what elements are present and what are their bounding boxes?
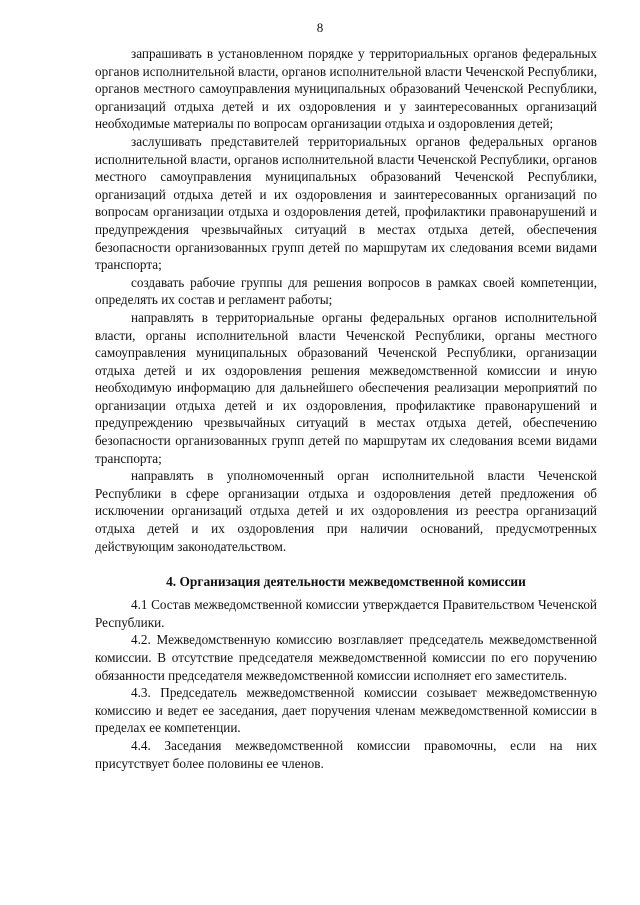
page-number: 8 xyxy=(316,20,324,35)
paragraph-send-decisions: направлять в территориальные органы федеральных органов исполнительной власти, органы исполнительной власти Чеченской Республики, органы местного самоуправления муниципальных образований Чеченской Республики, организации отдыха детей и их оздоровления решения межведомственной комиссии и иную необходимую информацию для дальнейшего обеспечения реализации мероприятий по организации отдыха детей и их оздоровления, профилактике правонарушений и предупреждению чрезвычайных ситуаций в местах отдыха детей, обеспечению безопасности организованных групп детей по маршрутам их следования всеми видами транспорта; xyxy=(95,309,597,466)
paragraph-hear-representatives: заслушивать представителей территориальных органов федеральных органов исполнительной власти, органов исполнительной власти Чеченской Республики, органов местного самоуправления муниципальных образований Чеченской Республики, организаций отдыха детей и их оздоровления и заинтересованных организаций по вопросам организации отдыха и оздоровления детей, профилактики правонарушений и предупреждения чрезвычайных ситуаций в местах отдыха детей, обеспечения безопасности организованных групп детей по маршрутам их следования всеми видами транспорта; xyxy=(95,133,597,273)
paragraph-create-working-groups: создавать рабочие группы для решения вопросов в рамках своей компетенции, определять их состав и регламент работы; xyxy=(95,274,597,308)
document-body xyxy=(95,45,597,772)
paragraph-4-3: 4.3. Председатель межведомственной комиссии созывает межведомственную комиссию и ведет ее заседания, дает поручения членам межведомственной комиссии в пределах ее компетенции. xyxy=(95,685,597,736)
paragraph-request-materials: запрашивать в установленном порядке у территориальных органов федеральных органов исполнительной власти, органов исполнительной власти Чеченской Республики, органов местного самоуправления муниципальных образований Чеченской Республики, организаций отдыха детей и их оздоровления и у заинтересованных организаций необходимые материалы по вопросам организации отдыха и оздоровления детей; xyxy=(95,46,597,132)
paragraph-send-proposals: направлять в уполномоченный орган исполнительной власти Чеченской Республики в сфере организации отдыха и оздоровления детей предложения об исключении организаций отдыха детей и их оздоровления из реестра организаций отдыха детей и их оздоровления при наличии оснований, предусмотренных действующим законодательством. xyxy=(95,468,597,554)
paragraph-4-4: 4.4. Заседания межведомственной комиссии правомочны, если на них присутствует более половины ее членов. xyxy=(95,737,597,771)
section-heading: 4. Организация деятельности межведомственной комиссии xyxy=(166,574,526,590)
paragraph-4-2: 4.2. Межведомственную комиссию возглавляет председатель межведомственной комиссии. В отсутствие председателя межведомственной комиссии по его поручению обязанности председателя межведомственной комиссии исполняет его заместитель. xyxy=(95,632,597,683)
paragraph-4-1: 4.1 Состав межведомственной комиссии утверждается Правительством Чеченской Республики. xyxy=(95,597,597,630)
